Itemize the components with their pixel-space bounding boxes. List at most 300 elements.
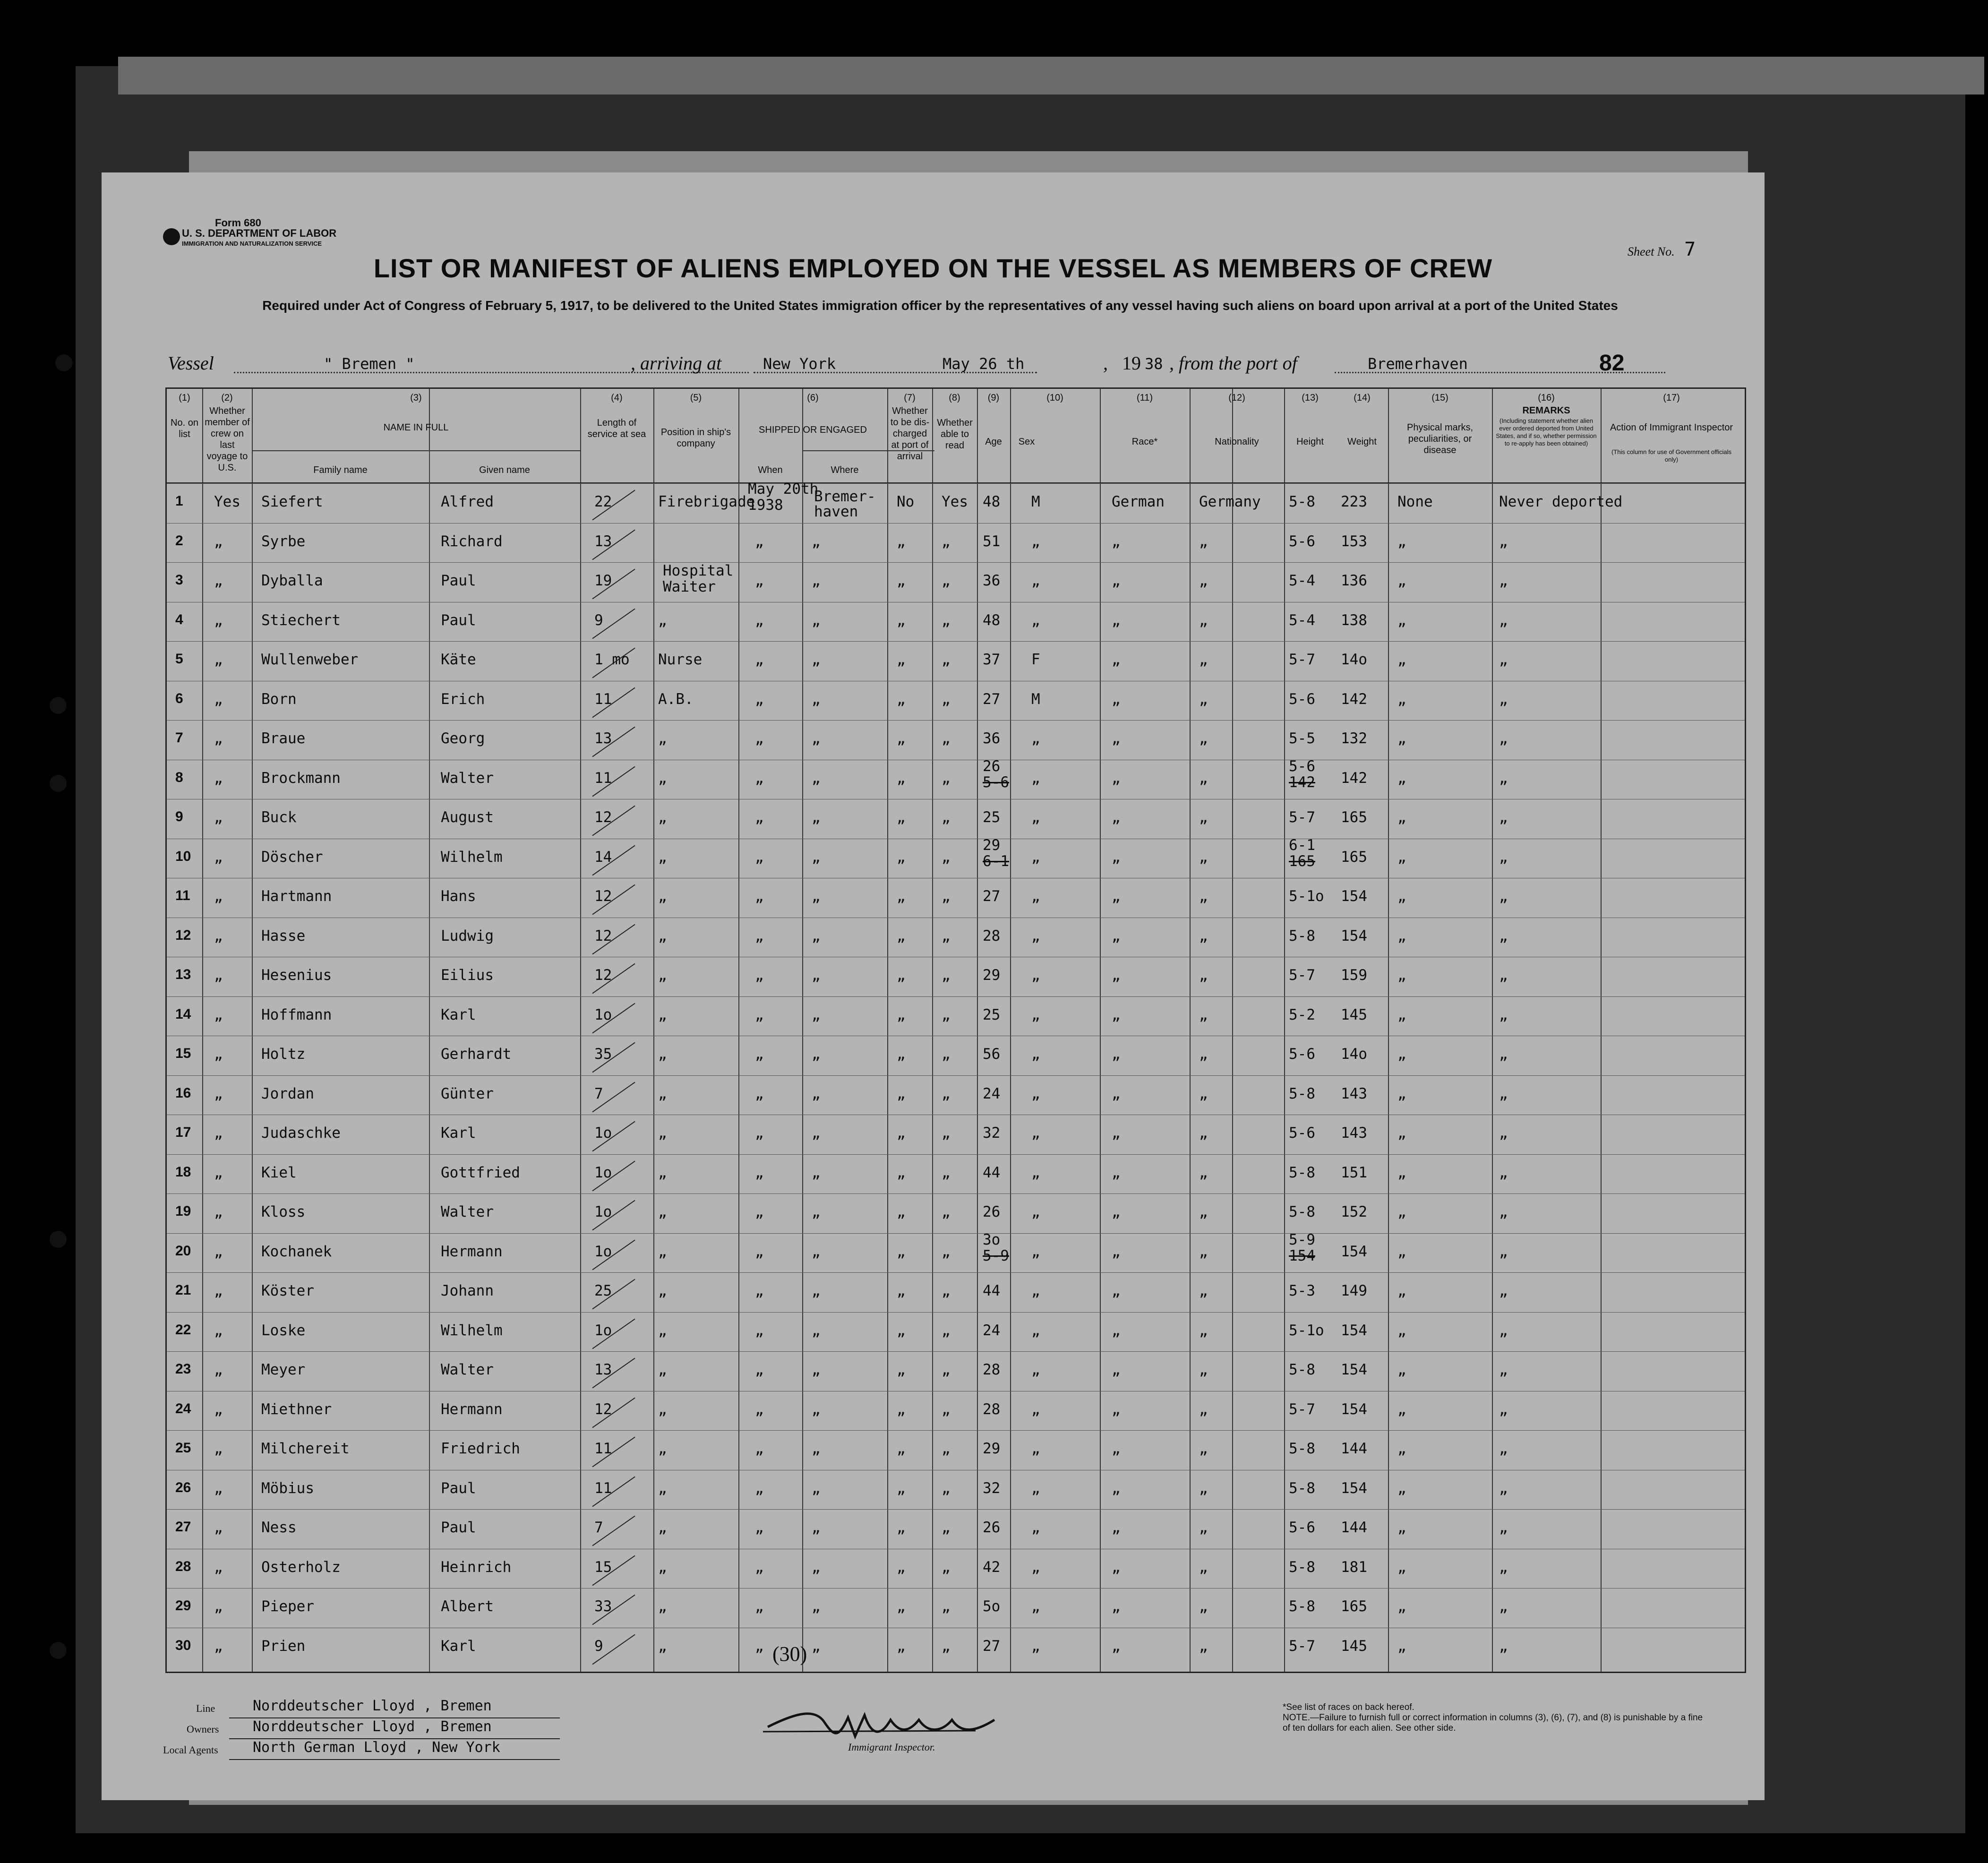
cell-read: „ <box>942 611 951 629</box>
cell-position: „ <box>658 1164 667 1181</box>
cell-sex: „ <box>1031 1164 1040 1181</box>
cell-read: „ <box>942 1440 951 1457</box>
line-value: Norddeutscher Lloyd , Bremen <box>253 1698 492 1714</box>
cell-family: Pieper <box>261 1598 314 1615</box>
cell-age: 36 <box>983 730 1001 747</box>
cell-height: 5-8 <box>1289 1598 1315 1615</box>
cell-sex: „ <box>1031 611 1040 629</box>
cell-marks: „ <box>1397 651 1406 668</box>
cell-no: 18 <box>175 1164 191 1180</box>
cell-height: 5-1o <box>1289 1322 1324 1339</box>
cell-height: 5-8 <box>1289 1203 1315 1220</box>
col-9-number: (9) <box>987 393 1000 403</box>
cell-position: „ <box>658 967 667 984</box>
cell-race: „ <box>1112 1479 1121 1497</box>
cell-nationality: „ <box>1199 1203 1208 1220</box>
cell-marks: „ <box>1397 1361 1406 1378</box>
cell-discharged: „ <box>897 611 906 629</box>
cell-sex: „ <box>1031 967 1040 984</box>
cell-marks: „ <box>1397 532 1406 550</box>
cell-given: Walter <box>441 1361 494 1378</box>
cell-prev: „ <box>214 1282 223 1299</box>
cell-where: „ <box>812 927 821 944</box>
cell-position: „ <box>658 1440 667 1457</box>
cell-marks: „ <box>1397 730 1406 747</box>
cell-given: Georg <box>441 730 485 747</box>
cell-prev: „ <box>214 1400 223 1418</box>
cell-remarks: „ <box>1499 611 1508 629</box>
cell-where: „ <box>812 769 821 787</box>
cell-service: 12 <box>594 809 612 826</box>
cell-remarks: „ <box>1499 1164 1508 1181</box>
col-8-label: Whether able to read <box>937 418 973 451</box>
col-10-label: Sex <box>1018 437 1035 447</box>
cell-race: „ <box>1112 651 1121 668</box>
cell-age: 28 <box>983 927 1001 944</box>
page-title: LIST OR MANIFEST OF ALIENS EMPLOYED ON THE VESSEL AS MEMBERS OF CREW <box>373 253 1493 283</box>
cell-weight: 138 <box>1341 611 1367 629</box>
arrival-date: May 26 th <box>943 355 1025 373</box>
cell-given: Friedrich <box>441 1440 520 1457</box>
cell-discharged: „ <box>897 730 906 747</box>
cell-marks: „ <box>1397 1598 1406 1615</box>
cell-where: „ <box>812 1006 821 1023</box>
cell-age: 25 <box>983 1006 1001 1023</box>
cell-age: 32 <box>983 1125 1001 1142</box>
punch-hole <box>163 228 180 245</box>
cell-read: „ <box>942 1164 951 1181</box>
cell-where: „ <box>812 967 821 984</box>
col-17-number: (17) <box>1663 393 1680 403</box>
cell-when: May 20th <box>748 481 819 498</box>
cell-service: 13 <box>594 1361 612 1378</box>
cell-marks: „ <box>1397 809 1406 826</box>
service-name: IMMIGRATION AND NATURALIZATION SERVICE <box>182 240 322 247</box>
cell-age: 3o <box>983 1231 1001 1248</box>
cell-remarks: „ <box>1499 1322 1508 1339</box>
arrival-port: New York <box>763 355 836 373</box>
crew-row <box>167 957 1745 996</box>
cell-nationality: „ <box>1199 611 1208 629</box>
cell-prev: „ <box>214 651 223 668</box>
cell-marks: „ <box>1397 1637 1406 1655</box>
cell-height: 5-7 <box>1289 809 1315 826</box>
cell-nationality: „ <box>1199 1322 1208 1339</box>
cell-weight: 223 <box>1341 493 1367 510</box>
cell-position: „ <box>658 1046 667 1063</box>
cell-age: 32 <box>983 1479 1001 1497</box>
col-16-label: REMARKS <box>1522 405 1570 416</box>
crew-row <box>167 1115 1745 1153</box>
cell-family: Wullenweber <box>261 651 359 668</box>
cell-height: 5-7 <box>1289 1400 1315 1418</box>
cell-given: Heinrich <box>441 1558 512 1576</box>
crew-row <box>167 757 1745 798</box>
cell-marks: „ <box>1397 848 1406 866</box>
cell-age: 28 <box>983 1361 1001 1378</box>
cell-marks: „ <box>1397 1282 1406 1299</box>
cell-weight: 14o <box>1341 651 1367 668</box>
col-6-label: SHIPPED OR ENGAGED <box>759 425 867 435</box>
cell-prev: „ <box>214 1125 223 1142</box>
cell-remarks: „ <box>1499 1558 1508 1576</box>
cell-family: Döscher <box>261 848 323 866</box>
cell-height: 5-6 <box>1289 532 1315 550</box>
cell-sex: „ <box>1031 1519 1040 1536</box>
cell-height: 5-7 <box>1289 967 1315 984</box>
crew-row <box>167 602 1745 641</box>
cell-position: „ <box>658 927 667 944</box>
cell-service: 1o <box>594 1006 612 1023</box>
col-2-number: (2) <box>221 393 233 403</box>
col-5-number: (5) <box>690 393 702 403</box>
cell-marks: „ <box>1397 1400 1406 1418</box>
cell-family: Dyballa <box>261 572 323 589</box>
cell-read: „ <box>942 730 951 747</box>
cell-discharged: „ <box>897 690 906 708</box>
crew-row <box>167 918 1745 956</box>
cell-nationality: „ <box>1199 888 1208 905</box>
cell-given: Erich <box>441 690 485 708</box>
cell-service: 11 <box>594 1479 612 1497</box>
cell-family: Ness <box>261 1519 297 1536</box>
col-16-sublabel: (Including statement whether alien ever ordered deported from United States, and if so, whether permission to re-apply has been obtained) <box>1496 417 1597 447</box>
cell-family: Loske <box>261 1322 306 1339</box>
cell-read: „ <box>942 967 951 984</box>
col-14-number: (14) <box>1354 393 1371 403</box>
cell-when: „ <box>755 651 764 668</box>
cell-service: 1 mo <box>594 651 630 668</box>
cell-nationality: „ <box>1199 927 1208 944</box>
cell-read: „ <box>942 927 951 944</box>
penalty-note: NOTE.—Failure to furnish full or correct information in columns (3), (6), (7), and (8) is punishable by a fine of ten dollars for each alien. See other side. <box>1283 1713 1703 1733</box>
cell-height: 5-5 <box>1289 730 1315 747</box>
cell-height_struck: 142 <box>1289 773 1315 791</box>
line-label: Line <box>196 1702 215 1714</box>
cell-nationality: „ <box>1199 1125 1208 1142</box>
cell-family: Hoffmann <box>261 1006 332 1023</box>
cell-sex: M <box>1031 493 1040 510</box>
crew-row <box>167 1036 1745 1074</box>
cell-discharged: „ <box>897 927 906 944</box>
cell-service: 1o <box>594 1164 612 1181</box>
cell-discharged: „ <box>897 1006 906 1023</box>
cell-nationality: „ <box>1199 730 1208 747</box>
cell-service: 33 <box>594 1598 612 1615</box>
cell-sex: „ <box>1031 809 1040 826</box>
cell-weight: 153 <box>1341 532 1367 550</box>
cell-family: Osterholz <box>261 1558 341 1576</box>
cell-age: 48 <box>983 611 1001 629</box>
cell-remarks: „ <box>1499 572 1508 589</box>
cell-family: Buck <box>261 809 297 826</box>
cell-service: 25 <box>594 1282 612 1299</box>
cell-no: 4 <box>175 611 183 627</box>
cell-sex: „ <box>1031 1085 1040 1102</box>
cell-where: „ <box>812 730 821 747</box>
cell-position: „ <box>658 1006 667 1023</box>
cell-remarks: „ <box>1499 532 1508 550</box>
cell-given: Johann <box>441 1282 494 1299</box>
cell-read: „ <box>942 1006 951 1023</box>
col-8-number: (8) <box>949 393 960 403</box>
cell-prev: „ <box>214 611 223 629</box>
cell-remarks: „ <box>1499 769 1508 787</box>
stamp-number: 82 <box>1599 351 1625 376</box>
cell-when: „ <box>755 927 764 944</box>
cell-given: Karl <box>441 1125 476 1142</box>
cell-weight: 145 <box>1341 1006 1367 1023</box>
cell-read: „ <box>942 651 951 668</box>
crew-row <box>167 1549 1745 1588</box>
cell-discharged: „ <box>897 1479 906 1497</box>
crew-row <box>167 1351 1745 1390</box>
cell-where: „ <box>812 1125 821 1142</box>
cell-prev: „ <box>214 769 223 787</box>
cell-position: „ <box>658 1203 667 1220</box>
cell-weight: 14o <box>1341 1046 1367 1063</box>
col-9-label: Age <box>985 437 1002 447</box>
col-4-number: (4) <box>611 393 623 403</box>
cell-race: „ <box>1112 532 1121 550</box>
cell-sex: „ <box>1031 1598 1040 1615</box>
cell-marks: „ <box>1397 1085 1406 1102</box>
cell-sex: „ <box>1031 1558 1040 1576</box>
cell-weight: 143 <box>1341 1125 1367 1142</box>
col-13-label: Height <box>1296 437 1324 447</box>
cell-age: 24 <box>983 1085 1001 1102</box>
cell-remarks: „ <box>1499 1637 1508 1655</box>
cell-age: 25 <box>983 809 1001 826</box>
cell-discharged: „ <box>897 532 906 550</box>
cell-given: Hermann <box>441 1243 503 1260</box>
cell-when: „ <box>755 848 764 866</box>
cell-nationality: „ <box>1199 1440 1208 1457</box>
cell-given: Paul <box>441 572 476 589</box>
crew-row <box>167 1193 1745 1232</box>
col-6-when: When <box>758 465 783 475</box>
cell-nationality: „ <box>1199 690 1208 708</box>
cell-remarks: „ <box>1499 927 1508 944</box>
cell-when: „ <box>755 1598 764 1615</box>
cell-read: „ <box>942 1361 951 1378</box>
cell-position: „ <box>658 1085 667 1102</box>
cell-race: „ <box>1112 1282 1121 1299</box>
cell-height: 5-8 <box>1289 1558 1315 1576</box>
cell-service: 11 <box>594 690 612 708</box>
cell-height: 5-4 <box>1289 572 1315 589</box>
cell-race: „ <box>1112 1519 1121 1536</box>
cell-nationality: „ <box>1199 1243 1208 1260</box>
col-11-number: (11) <box>1136 393 1153 403</box>
cell-remarks: „ <box>1499 888 1508 905</box>
cell-read: „ <box>942 1479 951 1497</box>
cell-given: Gottfried <box>441 1164 520 1181</box>
cell-given: Paul <box>441 1519 476 1536</box>
inspector-signature <box>758 1694 1004 1746</box>
cell-service: 19 <box>594 572 612 589</box>
agents-label: Local Agents <box>163 1744 218 1756</box>
cell-weight: 143 <box>1341 1085 1367 1102</box>
cell-service: 11 <box>594 1440 612 1457</box>
cell-family: Braue <box>261 730 306 747</box>
cell-weight: 145 <box>1341 1637 1367 1655</box>
cell-read: „ <box>942 809 951 826</box>
owners-label: Owners <box>187 1723 219 1735</box>
cell-remarks: „ <box>1499 1440 1508 1457</box>
cell-sex: „ <box>1031 1322 1040 1339</box>
col-7-number: (7) <box>904 393 916 403</box>
cell-marks: „ <box>1397 1006 1406 1023</box>
vessel-name: " Bremen " <box>324 355 415 373</box>
cell-position: „ <box>658 1558 667 1576</box>
cell-height: 5-6 <box>1289 757 1315 775</box>
cell-remarks: Never deported <box>1499 493 1623 510</box>
cell-where: „ <box>812 848 821 866</box>
col-2-label: Whether member of crew on last voyage to U.S. <box>205 406 250 473</box>
crew-row <box>167 562 1745 601</box>
cell-race: „ <box>1112 1006 1121 1023</box>
cell-race: „ <box>1112 730 1121 747</box>
page-subtitle: Required under Act of Congress of February 5, 1917, to be delivered to the United States immigration officer by the representatives of any vessel having such aliens on board upon arrival at a port of the United States <box>262 298 1618 313</box>
cell-read: „ <box>942 1203 951 1220</box>
cell-remarks: „ <box>1499 1243 1508 1260</box>
crew-row <box>167 1509 1745 1548</box>
cell-family: Hartmann <box>261 888 332 905</box>
cell-nationality: „ <box>1199 1400 1208 1418</box>
crew-row <box>167 681 1745 720</box>
cell-discharged: „ <box>897 1164 906 1181</box>
cell-age: 42 <box>983 1558 1001 1576</box>
cell-marks: „ <box>1397 1243 1406 1260</box>
cell-when2: 1938 <box>748 497 783 514</box>
cell-sex: „ <box>1031 1361 1040 1378</box>
sheet-number-label: Sheet No. <box>1628 245 1675 258</box>
cell-family: Kiel <box>261 1164 297 1181</box>
crew-row <box>167 523 1745 562</box>
cell-position: „ <box>658 1243 667 1260</box>
cell-marks: „ <box>1397 1558 1406 1576</box>
cell-height: 5-8 <box>1289 1361 1315 1378</box>
cell-weight: 181 <box>1341 1558 1367 1576</box>
cell-no: 7 <box>175 730 183 746</box>
cell-given: Walter <box>441 769 494 787</box>
col-3-family: Family name <box>313 465 368 475</box>
cell-when: „ <box>755 1046 764 1063</box>
col-7-label: Whether to be dis-charged at port of arrival <box>890 406 930 462</box>
cell-when: „ <box>755 690 764 708</box>
cell-where: „ <box>812 572 821 589</box>
cell-when: „ <box>755 611 764 629</box>
cell-position: „ <box>658 809 667 826</box>
cell-discharged: „ <box>897 1637 906 1655</box>
cell-discharged: „ <box>897 809 906 826</box>
col-5-label: Position in ship's company <box>660 427 731 449</box>
col-13-number: (13) <box>1302 393 1319 403</box>
cell-read: „ <box>942 1598 951 1615</box>
cell-age: 26 <box>983 1203 1001 1220</box>
cell-marks: „ <box>1397 1519 1406 1536</box>
cell-sex: „ <box>1031 888 1040 905</box>
cell-position: „ <box>658 1479 667 1497</box>
cell-sex: „ <box>1031 730 1040 747</box>
cell-given: Karl <box>441 1637 476 1655</box>
cell-given: August <box>441 809 494 826</box>
cell-height: 5-7 <box>1289 651 1315 668</box>
cell-sex: „ <box>1031 1479 1040 1497</box>
cell-prev: „ <box>214 1085 223 1102</box>
crew-row <box>167 1588 1745 1627</box>
cell-service: 12 <box>594 927 612 944</box>
cell-service: 9 <box>594 611 603 629</box>
cell-height: 6-1 <box>1289 836 1315 854</box>
cell-service: 7 <box>594 1519 603 1536</box>
cell-read: „ <box>942 690 951 708</box>
cell-remarks: „ <box>1499 848 1508 866</box>
agents-value: North German Lloyd , New York <box>253 1739 500 1756</box>
crew-row <box>167 799 1745 838</box>
cell-prev: „ <box>214 1322 223 1339</box>
cell-race: „ <box>1112 1637 1121 1655</box>
cell-race: „ <box>1112 809 1121 826</box>
cell-height: 5-8 <box>1289 1479 1315 1497</box>
cell-where2: haven <box>814 503 858 520</box>
cell-given: Wilhelm <box>441 848 503 866</box>
cell-marks: „ <box>1397 572 1406 589</box>
col-3-label: NAME IN FULL <box>383 422 449 433</box>
cell-height: 5-9 <box>1289 1231 1315 1248</box>
cell-race: „ <box>1112 1440 1121 1457</box>
cell-position: Hospital <box>663 562 734 579</box>
cell-race: German <box>1112 493 1165 510</box>
cell-no: 6 <box>175 690 183 706</box>
cell-nationality: „ <box>1199 967 1208 984</box>
cell-nationality: „ <box>1199 1637 1208 1655</box>
cell-position: „ <box>658 888 667 905</box>
cell-weight: 159 <box>1341 967 1367 984</box>
arriving-label: , arriving at <box>631 352 722 374</box>
cell-when: „ <box>755 1322 764 1339</box>
cell-height: 5-6 <box>1289 1046 1315 1063</box>
cell-marks: „ <box>1397 1125 1406 1142</box>
cell-remarks: „ <box>1499 809 1508 826</box>
cell-race: „ <box>1112 1203 1121 1220</box>
cell-prev: „ <box>214 1598 223 1615</box>
cell-discharged: „ <box>897 769 906 787</box>
cell-remarks: „ <box>1499 730 1508 747</box>
cell-race: „ <box>1112 1046 1121 1063</box>
cell-given: Hans <box>441 888 476 905</box>
cell-weight: 154 <box>1341 888 1367 905</box>
cell-service: 1o <box>594 1243 612 1260</box>
cell-sex: „ <box>1031 1282 1040 1299</box>
cell-when: „ <box>755 1558 764 1576</box>
cell-read: „ <box>942 1558 951 1576</box>
cell-service: 7 <box>594 1085 603 1102</box>
col-12-label: Nationality <box>1215 437 1259 447</box>
cell-race: „ <box>1112 690 1121 708</box>
cell-discharged: „ <box>897 1400 906 1418</box>
cell-given: Hermann <box>441 1400 503 1418</box>
departure-port: Bremerhaven <box>1368 355 1468 373</box>
cell-nationality: „ <box>1199 1046 1208 1063</box>
cell-prev: „ <box>214 1440 223 1457</box>
cell-marks: „ <box>1397 1164 1406 1181</box>
punch-hole <box>50 775 67 792</box>
cell-sex: „ <box>1031 532 1040 550</box>
cell-weight: 154 <box>1341 927 1367 944</box>
cell-when: „ <box>755 1479 764 1497</box>
